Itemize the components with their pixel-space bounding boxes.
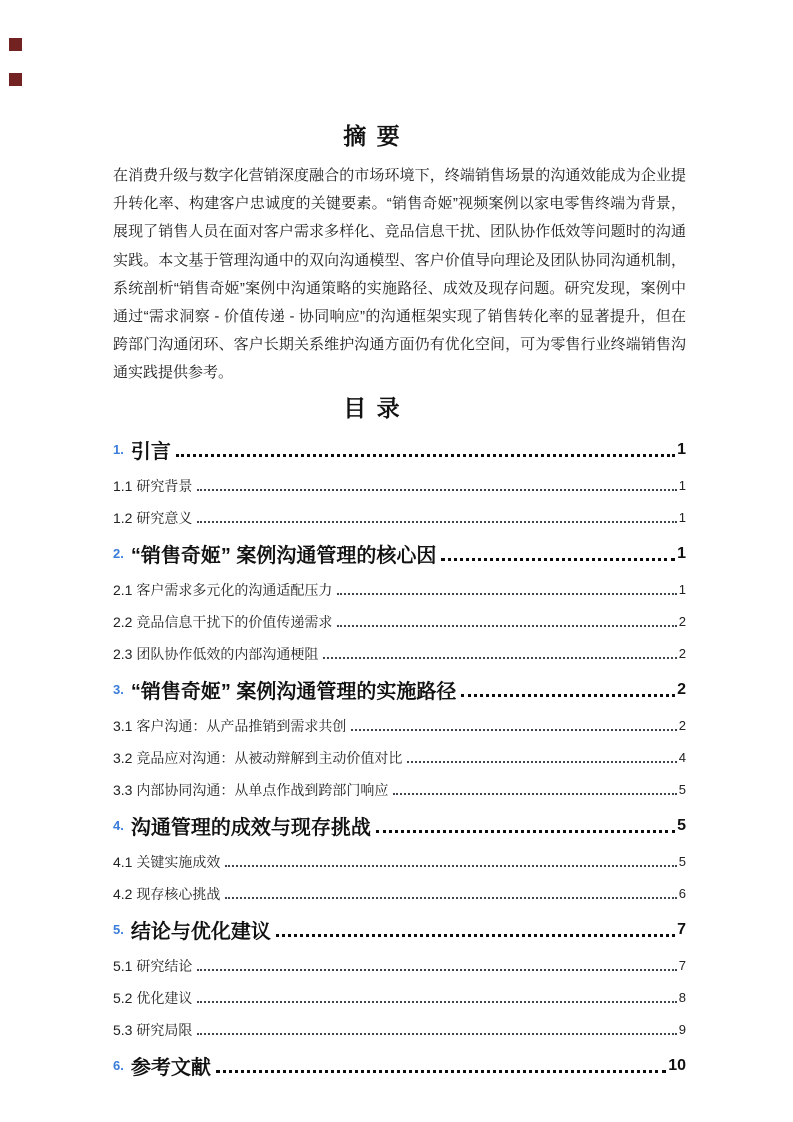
toc-dot-leader <box>225 865 676 867</box>
toc-entry-page-number: 2 <box>678 646 686 662</box>
toc-entry-label: 沟通管理的成效与现存挑战 <box>130 817 371 840</box>
toc-entry-page-number: 5 <box>677 816 686 834</box>
toc-entry-number: 1. <box>113 442 124 458</box>
toc-dot-leader <box>197 969 676 971</box>
toc-entry-page-number: 1 <box>678 510 686 526</box>
toc-entry-page-number: 2 <box>677 680 686 698</box>
toc-entry-label: 2.2 竞品信息干扰下的价值传递需求 <box>113 613 333 630</box>
toc-entry[interactable] <box>113 878 686 910</box>
toc-entry-number: 3. <box>113 682 124 698</box>
toc-entry-page-number: 1 <box>678 478 686 494</box>
toc-entry-label: 3.2 竞品应对沟通：从被动辩解到主动价值对比 <box>113 749 403 766</box>
toc-dot-leader <box>393 793 676 795</box>
toc-entry[interactable] <box>113 606 686 638</box>
corner-mark-bottom <box>9 73 22 86</box>
toc-entry[interactable] <box>113 1046 686 1086</box>
toc-entry-page-number: 9 <box>678 1022 686 1038</box>
toc-entry[interactable] <box>113 430 686 470</box>
toc-entry-page-number: 8 <box>678 990 686 1006</box>
toc-entry[interactable] <box>113 470 686 502</box>
toc-entry-number: 5. <box>113 922 124 938</box>
toc-entry[interactable] <box>113 670 686 710</box>
toc-dot-leader <box>176 454 675 457</box>
toc-entry-label: 4.1 关键实施成效 <box>113 853 221 870</box>
toc-entry[interactable] <box>113 846 686 878</box>
toc-entry[interactable] <box>113 710 686 742</box>
toc-entry-page-number: 4 <box>678 750 686 766</box>
toc-entry-label: 2.1 客户需求多元化的沟通适配压力 <box>113 581 333 598</box>
toc-entry-page-number: 1 <box>677 544 686 562</box>
abstract-body: 在消费升级与数字化营销深度融合的市场环境下，终端销售场景的沟通效能成为企业提升转化率、构建客户忠诚度的关键要素。“销售奇姬”视频案例以家电零售终端为背景，展现了销售人员在面对客户需求多样化、竞品信息干扰、团队协作低效等问题时的沟通实践。本文基于管理沟通中的双向沟通模型、客户价值导向理论及团队协同沟通机制，系统剖析“销售奇姬”案例中沟通策略的实施路径、成效及现存问题。研究发现，案例中通过“需求洞察 - 价值传递 - 协同响应”的沟通框架实现了销售转化率的显著提升，但在跨部门沟通闭环、客户长期关系维护沟通方面仍有优化空间，可为零售行业终端销售沟通实践提供参考。 <box>113 167 686 382</box>
toc-entry[interactable] <box>113 982 686 1014</box>
toc-entry-label: 5.1 研究结论 <box>113 957 193 974</box>
toc-entry[interactable] <box>113 774 686 806</box>
toc-entry-page-number: 6 <box>678 886 686 902</box>
toc-entry-label: 引言 <box>130 441 171 464</box>
toc-entry[interactable] <box>113 502 686 534</box>
toc-dot-leader <box>197 489 676 491</box>
toc-entry-page-number: 7 <box>677 920 686 938</box>
toc-entry[interactable] <box>113 1014 686 1046</box>
toc-entry-label: 结论与优化建议 <box>130 921 271 944</box>
toc-dot-leader <box>276 934 675 937</box>
toc-dot-leader <box>323 657 676 659</box>
toc-entry[interactable] <box>113 910 686 950</box>
toc-list <box>113 430 686 1086</box>
toc-entry[interactable] <box>113 806 686 846</box>
toc-entry[interactable] <box>113 574 686 606</box>
toc-entry-page-number: 7 <box>678 958 686 974</box>
toc-entry[interactable] <box>113 950 686 982</box>
toc-entry-page-number: 2 <box>678 718 686 734</box>
toc-entry-page-number: 5 <box>678 782 686 798</box>
toc-dot-leader <box>441 558 675 561</box>
toc-entry-label: 1.1 研究背景 <box>113 477 193 494</box>
toc-entry-page-number: 2 <box>678 614 686 630</box>
toc-entry-label: “销售奇姬” 案例沟通管理的实施路径 <box>130 681 457 704</box>
toc-entry-label: 1.2 研究意义 <box>113 509 193 526</box>
toc-entry-page-number: 5 <box>678 854 686 870</box>
toc-entry-label: 3.1 客户沟通：从产品推销到需求共创 <box>113 717 347 734</box>
toc-dot-leader <box>337 593 676 595</box>
corner-mark-top <box>9 38 22 51</box>
toc-entry[interactable] <box>113 534 686 574</box>
abstract-title: 摘 要 <box>343 123 402 149</box>
toc-entry-label: 3.3 内部协同沟通：从单点作战到跨部门响应 <box>113 781 389 798</box>
toc-entry-label: “销售奇姬” 案例沟通管理的核心因 <box>130 545 437 568</box>
toc-entry[interactable] <box>113 638 686 670</box>
toc-dot-leader <box>337 625 676 627</box>
toc-entry-number: 6. <box>113 1058 124 1074</box>
toc-entry-label: 2.3 团队协作低效的内部沟通梗阻 <box>113 645 319 662</box>
toc-dot-leader <box>225 897 676 899</box>
toc-dot-leader <box>197 521 676 523</box>
toc-entry-label: 5.2 优化建议 <box>113 989 193 1006</box>
toc-entry-label: 5.3 研究局限 <box>113 1021 193 1038</box>
toc-dot-leader <box>407 761 676 763</box>
toc-entry-page-number: 10 <box>668 1056 686 1074</box>
toc-entry-page-number: 1 <box>678 582 686 598</box>
toc-dot-leader <box>197 1001 676 1003</box>
toc-entry-page-number: 1 <box>677 440 686 458</box>
toc-entry-label: 参考文献 <box>130 1057 211 1080</box>
toc-dot-leader <box>376 830 675 833</box>
toc-dot-leader <box>351 729 676 731</box>
toc-entry[interactable] <box>113 742 686 774</box>
toc-entry-label: 4.2 现存核心挑战 <box>113 885 221 902</box>
toc-dot-leader <box>197 1033 676 1035</box>
toc-title: 目 录 <box>343 394 402 421</box>
toc-dot-leader <box>461 694 675 697</box>
toc-entry-number: 2. <box>113 546 124 562</box>
toc-entry-number: 4. <box>113 818 124 834</box>
toc-dot-leader <box>216 1070 666 1073</box>
